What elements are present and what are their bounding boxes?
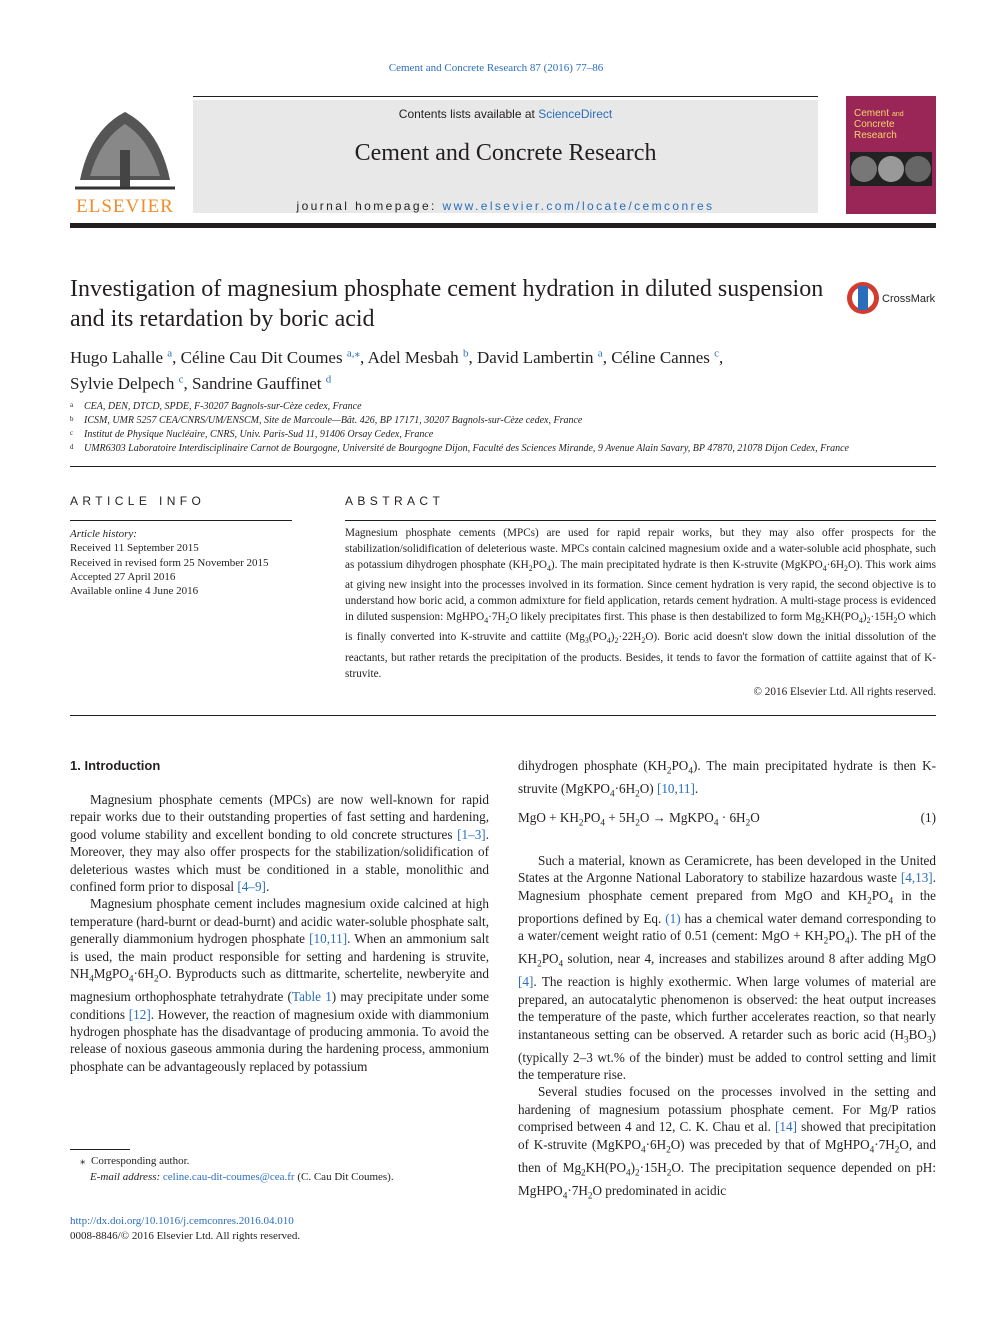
body-left-column bbox=[70, 791, 489, 1075]
header-divider bbox=[70, 223, 936, 228]
citation-link[interactable]: [12] bbox=[128, 1006, 151, 1022]
abstract-text: Magnesium phosphate cements (MPCs) are used for rapid repair works, but they may also offer prospects for the stabilization/solidification of deleterious waste. MPCs contain calcined magnesium oxide and a water-soluble acid phosphate, such as potassium dihydrogen phosphate $(KH_2PO_4)$. The main precipitated hydrate is then K-struvite $(MgKPO_4\cdot 6H_2O)$. This work aims at giving new insight into the processes involved in its formation. Since cement hydration is very rapid, the second objective is to understand how boric acid, a common admixture for field application, retards cement hydration. A multi-stage process is evidenced in diluted suspension: $MgHPO_4\cdot 7H_2O$ likely precipitates first. This phase is then destabilized to form $Mg_2KH(PO_4)_2\cdot 15H_2O$ which is finally converted into K-struvite and cattiite $(Mg_3(PO_4)_2\cdot 22H_2O)$. Boric acid doesn't slow down the initial dissolution of the reactants, but rather retards the precipitation of the products. Besides, it tends to favor the formation of cattiite against that of K-struvite. bbox=[345, 527, 936, 680]
divider bbox=[70, 520, 292, 521]
cover-title-4: Research bbox=[854, 130, 897, 141]
citation-link[interactable]: [10,11] bbox=[656, 781, 695, 797]
author-list bbox=[70, 342, 930, 395]
divider bbox=[345, 520, 936, 521]
citation-link[interactable]: [1–3] bbox=[457, 826, 486, 842]
footnote-rule bbox=[70, 1149, 130, 1150]
article-history: Article history: Received 11 September 2015 Received in revised form 25 November 2015 Accepted 27 April 2016 Available online 4 June 2016 bbox=[70, 528, 269, 598]
header-rule bbox=[193, 96, 818, 97]
crossmark-label: CrossMark bbox=[882, 293, 936, 305]
journal-title: Cement and Concrete Research bbox=[354, 140, 657, 166]
citation-link[interactable]: [14] bbox=[775, 1119, 797, 1135]
paragraph: Several studies focused on the processes involved in the setting and hardening of magnesium potassium phosphate cement. For Mg/P ratios comprised between 4 and 12, C. K. Chau et al. [14] showed that precipitation of K-struvite $(MgKPO_4\cdot 6H_2O)$ was preceded by that of $MgHPO_4\cdot 7H_2O$, and then of $Mg_2KH(PO_4)_2\cdot 15H_2O$. The precipitation sequence depended on pH: $MgHPO_4\cdot 7H_2O$ predominated in acidic bbox=[518, 1084, 936, 1201]
equation-number: (1) bbox=[920, 810, 936, 825]
email-link[interactable]: celine.cau-dit-coumes@cea.fr bbox=[162, 1171, 295, 1183]
elsevier-logo bbox=[70, 100, 180, 216]
divider bbox=[70, 715, 936, 716]
table-link[interactable]: Table 1 bbox=[291, 989, 332, 1005]
author: Adel Mesbah $^b$, bbox=[367, 347, 477, 367]
cover-title-2: and bbox=[892, 111, 904, 118]
cover-title-1: Cement bbox=[854, 108, 890, 119]
abstract-heading: ABSTRACT bbox=[345, 494, 445, 508]
affiliations bbox=[70, 400, 950, 456]
affiliation: c Institut de Physique Nucléaire, CNRS, Univ. Paris-Sud 11, 91406 Orsay Cedex, France bbox=[70, 429, 434, 440]
author: Céline Cannes $^c$, bbox=[611, 347, 724, 367]
citation-link[interactable]: [4–9] bbox=[237, 879, 266, 895]
footnote: ⁎ Corresponding author. E-mail address: celine.cau-dit-coumes@cea.fr (C. Cau Dit Coumes). bbox=[80, 1155, 394, 1183]
author: David Lambertin $^a$, bbox=[476, 347, 612, 367]
equation-1: MgO + $KH_2PO_4 + 5H_2O$ → MgKPO$_4$ · $6H_2O$ (1) bbox=[518, 810, 936, 828]
crossmark-badge[interactable] bbox=[846, 280, 941, 316]
author: Hugo Lahalle $^a$, bbox=[70, 347, 181, 367]
doi-link[interactable]: http://dx.doi.org/10.1016/j.cemconres.2016.04.010 bbox=[70, 1215, 294, 1227]
journal-reference[interactable]: Cement and Concrete Research 87 (2016) 77–86 bbox=[388, 62, 604, 74]
affiliation: d UMR6303 Laboratoire Interdisciplinaire Carnot de Bourgogne, Université de Bourgogne Dijon, Faculté des Sciences Mirande, 9 Avenue Alain Savary, BP 47870, 21078 Dijon Cedex, France bbox=[70, 443, 849, 454]
article-info-heading: ARTICLE INFO bbox=[70, 494, 206, 508]
abstract-copyright: © 2016 Elsevier Ltd. All rights reserved. bbox=[753, 686, 936, 698]
sciencedirect-link[interactable]: ScienceDirect bbox=[538, 107, 613, 121]
divider bbox=[70, 466, 936, 467]
contents-line: Contents lists available at ScienceDirect bbox=[398, 107, 613, 121]
author: Céline Cau Dit Coumes $^{a,⁎}$, bbox=[180, 347, 368, 367]
affiliation: a CEA, DEN, DTCD, SPDE, F-30207 Bagnols-sur-Cèze cedex, France bbox=[70, 401, 362, 412]
doi-block: http://dx.doi.org/10.1016/j.cemconres.2016.04.010 0008-8846/© 2016 Elsevier Ltd. All rights reserved. bbox=[70, 1215, 301, 1242]
paragraph: Magnesium phosphate cement includes magnesium oxide calcined at high temperature (hard-burnt or dead-burnt) and acidic water-soluble phosphate salt, generally diammonium hydrogen phosphate [10,11]. When an ammonium salt is used, the main product responsible for setting and hardening is struvite, $NH_4MgPO_4\cdot 6H_2O$. Byproducts such as dittmarite, schertelite, newberyite and magnesium orthophosphate tetrahydrate (Table 1) may precipitate under some conditions [12]. However, the reaction of magnesium oxide with diammonium hydrogen phosphate has the disadvantage of producing ammonia. To avoid the release of noxious gaseous ammonia during the hardening process, ammonium phosphate can be advantageously replaced by potassium bbox=[70, 896, 490, 1074]
author: Sylvie Delpech $^c$, bbox=[70, 373, 192, 394]
citation-link[interactable]: [4] bbox=[518, 974, 534, 990]
article-title: Investigation of magnesium phosphate cement hydration in diluted suspension and its retardation by boric acid bbox=[70, 276, 824, 332]
section-heading: 1. Introduction bbox=[70, 758, 161, 773]
elsevier-wordmark: ELSEVIER bbox=[76, 196, 174, 216]
journal-cover bbox=[846, 96, 936, 214]
paragraph: dihydrogen phosphate $(KH_2PO_4)$. The main precipitated hydrate is then K-struvite $(MgKPO_4\cdot 6H_2O)$ [10,11]. bbox=[518, 758, 936, 799]
affiliation: b ICSM, UMR 5257 CEA/CNRS/UM/ENSCM, Site de Marcoule—Bât. 426, BP 17171, 30207 Bagnols-sur-Cèze cedex, France bbox=[70, 415, 583, 426]
paragraph: Such a material, known as Ceramicrete, has been developed in the United States at the Argonne National Laboratory to stabilize hazardous waste [4,13]. Magnesium phosphate cement prepared from MgO and $KH_2PO_4$ in the proportions defined by Eq. (1) has a chemical water demand corresponding to a water/cement weight ratio of 0.51 (cement: MgO + $KH_2PO_4$). The pH of the $KH_2PO_4$ solution, near 4, increases and stabilizes around 8 after adding MgO [4]. The reaction is highly exothermic. When large volumes of material are prepared, an autocatalytic phenomenon is observed: the heat output increases the temperature of the paste, which further accelerates reaction, so that nearly instantaneous setting can be observed. A retarder such as boric acid $(H_3BO_3)$ (typically 2–3 wt.% of the binder) must be added to control setting and limit the temperature rise. bbox=[518, 853, 936, 1083]
cover-title-3: Concrete bbox=[854, 119, 895, 130]
citation-link[interactable]: [4,13] bbox=[900, 870, 933, 886]
paragraph: Magnesium phosphate cements (MPCs) are now well-known for rapid repair works due to their outstanding properties of fast setting and hardening, good volume stability and excellent bonding to old concrete structures [1–3]. Moreover, they may also offer prospects for the stabilization/solidification of deleterious wastes which must be conditioned in a stable, monolithic and confined form prior to disposal [4–9]. bbox=[70, 792, 489, 895]
author: Sandrine Gauffinet $^d$ bbox=[191, 373, 332, 394]
equation-link[interactable]: (1) bbox=[665, 910, 681, 926]
body-right-column-top bbox=[518, 757, 936, 803]
journal-homepage: journal homepage: www.elsevier.com/locate/cemconres bbox=[296, 199, 715, 213]
homepage-link[interactable]: www.elsevier.com/locate/cemconres bbox=[442, 199, 715, 213]
citation-link[interactable]: [10,11] bbox=[309, 931, 348, 947]
body-right-column bbox=[518, 852, 936, 1205]
